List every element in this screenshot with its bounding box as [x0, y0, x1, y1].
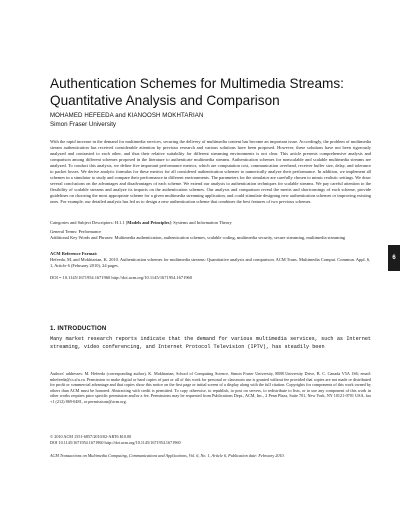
- footnote-addresses-permissions: Authors' addresses: M. Hefeeda (corresponding author), K. Mokhtarian, School of Computing Science, Simon Fraser University, 8888 University Drive, B. C. Canada V5A 1S6; email: mhefeeda@cs.sfu.ca. Permission to make digital or hard copies of part or all of this work for personal or classroom use is granted without fee provided that copies are not made or distributed for profit or commercial advantage and that copies show this notice on the first page or initial screen of a display along with the full citation. Copyrights for components of this work owned by others than ACM must be honored. Abstracting with credit is permitted. To copy otherwise, to republish, to post on servers, to redistribute to lists, or to use any component of this work in other works requires prior specific permission and/or a fee. Permissions may be requested from Publications Dept., ACM, Inc., 2 Penn Plaza, Suite 701, New York, NY 10121-0701 USA, fax +1 (212) 869-0481, or permissions@acm.org.: [50, 371, 371, 404]
- running-footer: ACM Transactions on Multimedia Computing, Communications and Applications, Vol. 6, No. 1, Article 6, Publication date: February 2010.: [50, 453, 285, 458]
- acm-reference-label: ACM Reference Format:: [50, 251, 98, 256]
- doi-line: DOI = 10.1145/1671954.1671960 http://doi.acm.org/10.1145/1671954.1671960: [50, 275, 192, 280]
- author-affiliation: Simon Fraser University: [50, 121, 117, 128]
- categories-bold: Models and Principles: [127, 220, 170, 225]
- categories-label: Categories and Subject Descriptors: H.1.1 [: [50, 220, 128, 225]
- introduction-text: Many market research reports indicate that the demand for various multimedia services, such as Internet streaming, video conferencing, and Internet Protocol Television (IPTV), has steadily been: [50, 336, 371, 351]
- section-heading-introduction: 1. INTRODUCTION: [50, 325, 107, 332]
- categories-descriptors: [50, 220, 371, 226]
- copyright-line: © 2010 ACM 1551-6857/2010/02-ART6 $10.00: [50, 434, 132, 439]
- general-terms: General Terms: Performance: [50, 229, 102, 234]
- keywords: Additional Key Words and Phrases: Multimedia authentication, authentication schemes, scalable coding, multimedia security, secure streaming, multimedia streaming: [50, 235, 346, 240]
- copyright-doi-line: DOI 10.1145/1671954.1671960 http://doi.acm.org/10.1145/1671954.1671960: [50, 439, 181, 445]
- abstract: With the rapid increase in the demand for multimedia services, securing the delivery of multimedia content has become an important issue. Accordingly, the problem of multimedia stream authentication has received considerable attention by previous research and various solutions have been proposed. However, these solutions have not been rigorously analyzed and contrasted to each other, and thus their relative suitability for different streaming environments is not clear. This article presents comprehensive analysis and comparison among different schemes proposed in the literature to authenticate multimedia streams. Authentication schemes for nonscalable and scalable multimedia streams are analyzed. To conduct this analysis, we define five important performance metrics, which are computation cost, communication overhead, receiver buffer size, delay, and tolerance to packet losses. We derive analytic formulas for these metrics for all considered authentication schemes to numerically analyze their performance. In addition, we implement all schemes in a simulator to study and compare their performance in different environments. The parameters for the simulator are carefully chosen to mimic realistic settings. We draw several conclusions on the advantages and disadvantages of each scheme. We extend our analysis to authentication techniques for scalable streams. We pay careful attention to the flexibility of scalable streams and analyze its impacts on the authentication schemes. Our analysis and comparison reveal the merits and shortcomings of each scheme, provide guidelines on choosing the most appropriate scheme for a given multimedia streaming application, and could stimulate designing new authentication schemes or improving existing ones. For example, our detailed analysis has led us to design a new authentication scheme that combines the best features of two previous schemes.: [50, 139, 371, 204]
- copyright-block: [50, 434, 371, 446]
- article-number-tab: 6: [388, 245, 400, 271]
- author-list: MOHAMED HEFEEDA and KIANOOSH MOKHTARIAN: [50, 112, 204, 119]
- categories-rest: ]: Systems and Information Theory: [169, 220, 232, 225]
- paper-title: Authentication Schemes for Multimedia Streams: Quantitative Analysis and Comparison: [50, 76, 344, 108]
- acm-reference: Hefeeda, M. and Mokhtarian, K. 2010. Authentication schemes for multimedia streams: Quantitative analysis and comparison. ACM Trans. Multimedia Comput. Commun. Appl. 6, 1, Article 6 (February 2010), 24 pages.: [50, 257, 371, 268]
